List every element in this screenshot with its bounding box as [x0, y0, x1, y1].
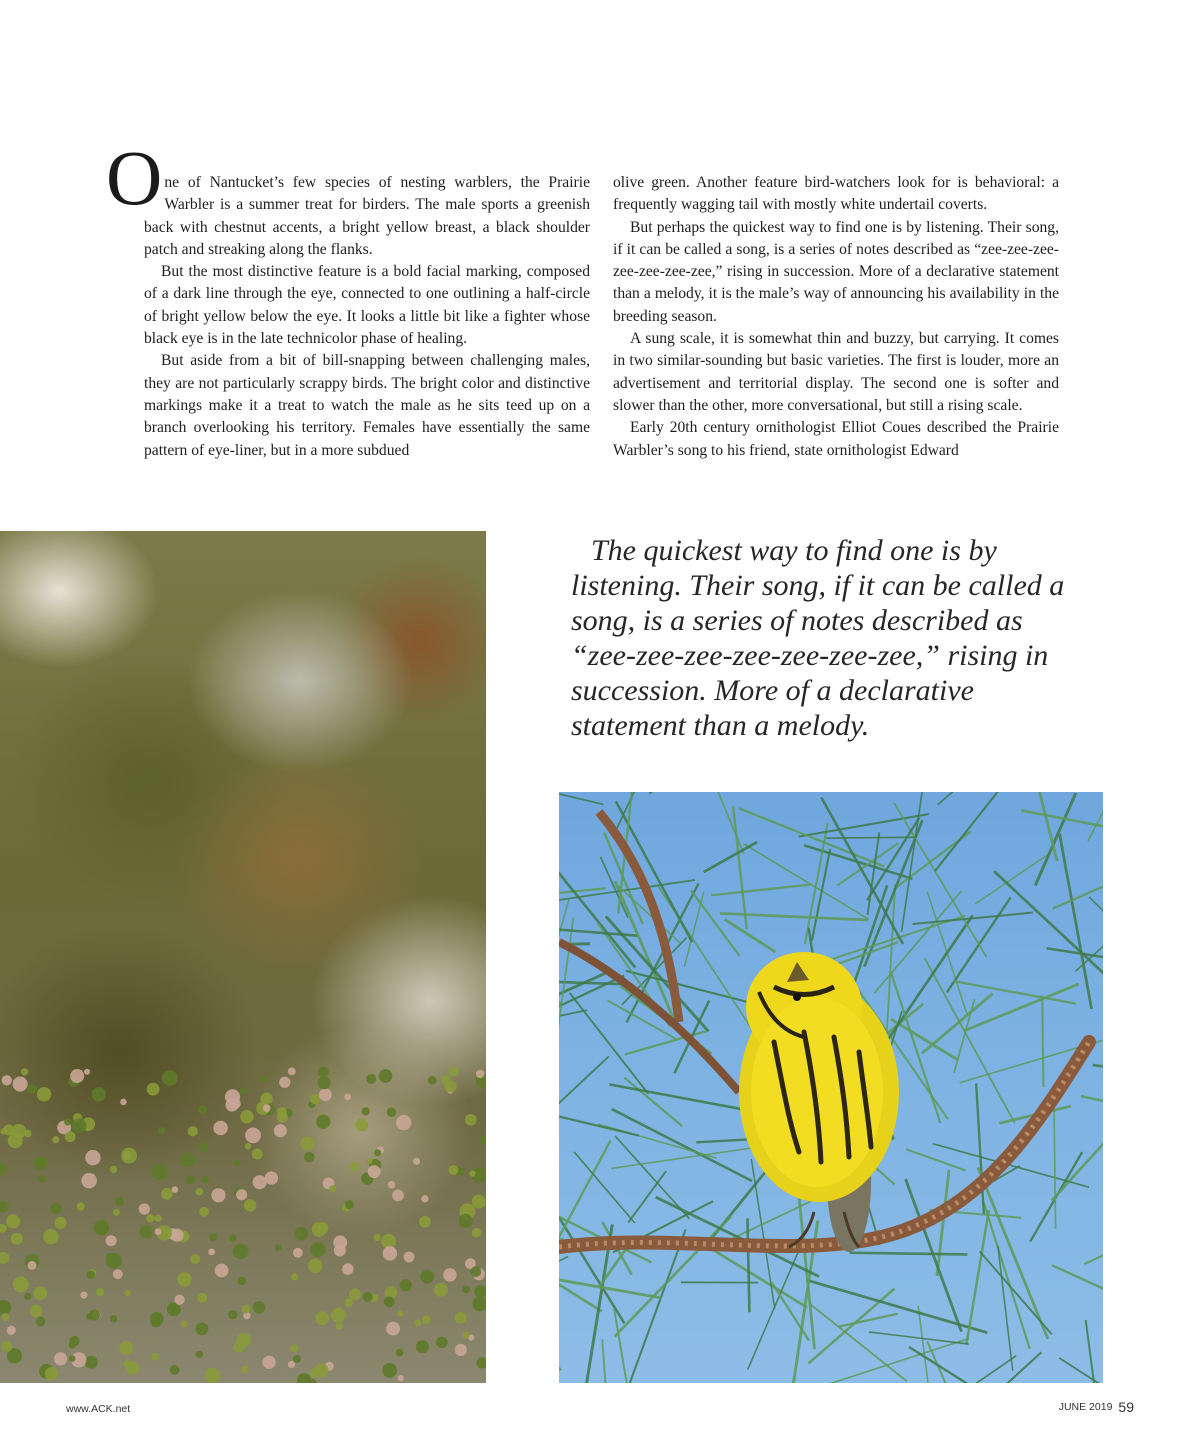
footer-website: www.ACK.net: [66, 1403, 131, 1415]
article-paragraph: But perhaps the quickest way to find one is by listening. Their song, if it can be called a song, is a series of notes described as “zee-zee-zee-zee-zee-zee-zee,” rising in succession. More of a declarative statement than a melody, it is the male’s way of announcing his availability in the breeding season.: [613, 218, 1059, 325]
warbler-photo: [559, 792, 1103, 1383]
article-paragraph: A sung scale, it is somewhat thin and buzzy, but carrying. It comes in two similar-sounding but basic varieties. The first is louder, more an advertisement and territorial display. The second one is softer and slower than the other, more conversational, but still a rising scale.: [613, 330, 1059, 414]
article-paragraph-continued: olive green. Another feature bird-watchers look for is behavioral: a frequently wagging tail with mostly white undertail coverts.: [613, 174, 1059, 214]
article-paragraph: Early 20th century ornithologist Elliot Coues described the Prairie Warbler’s song to his friend, state ornithologist Edward: [613, 419, 1059, 459]
article-column-left: [106, 134, 590, 462]
pull-quote: [571, 533, 1091, 743]
article-paragraph: But the most distinctive feature is a bold facial marking, composed of a dark line through the eye, connected to one outlining a half-circle of bright yellow below the eye. It looks a little bit like a fighter whose black eye is in the late technicolor phase of healing.: [144, 263, 590, 348]
drop-cap: O: [106, 134, 163, 221]
article-paragraph: [106, 134, 590, 261]
page-number: 59: [1118, 1398, 1134, 1415]
footer-issue-date: JUNE 2019: [1058, 1400, 1113, 1413]
pull-quote-text: The quickest way to find one is by listening. Their song, if it can be called a song, is a series of notes described as “zee-zee-zee-zee-zee-zee-zee,” rising in succession. More of a declarative statement than a melody.: [571, 534, 1065, 742]
foliage-photo: [0, 531, 486, 1383]
juniper-branch-illustration: [0, 531, 486, 1383]
footer-issue-page: [1059, 1398, 1134, 1416]
article-column-right: [613, 172, 1059, 462]
article-paragraph: But aside from a bit of bill-snapping between challenging males, they are not particularly scrappy birds. The bright color and distinctive markings make it a treat to watch the male as he sits teed up on a branch overlooking his territory. Females have essentially the same pattern of eye-liner, but in a more subdued: [144, 352, 590, 459]
warbler-illustration: [559, 792, 1103, 1383]
first-paragraph-text: ne of Nantucket’s few species of nesting warblers, the Prairie Warbler is a summer treat for birders. The male sports a greenish back with chestnut accents, a bright yellow breast, a black shoulder patch and streaking along the flanks.: [144, 174, 590, 258]
